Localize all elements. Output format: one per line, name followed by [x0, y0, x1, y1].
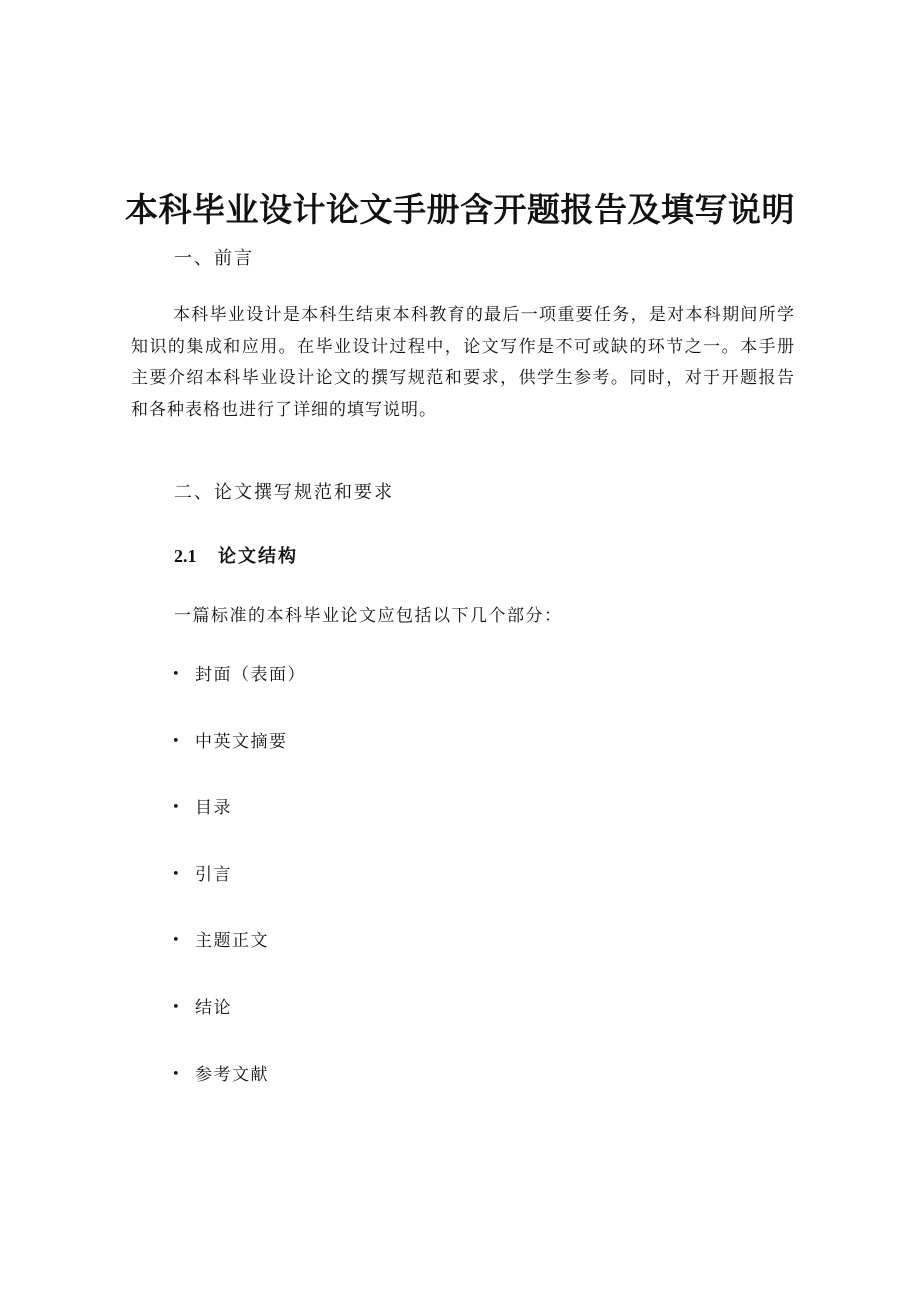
list-item — [172, 727, 306, 794]
list-item — [172, 1060, 306, 1127]
document-title: 本科毕业设计论文手册含开题报告及填写说明 — [125, 190, 795, 229]
structure-intro: 一篇标准的本科毕业论文应包括以下几个部分： — [174, 606, 563, 626]
list-item — [172, 993, 306, 1060]
list-item-label: 结论 — [195, 997, 232, 1018]
subsection-title: 论文结构 — [218, 546, 298, 567]
list-item — [172, 860, 306, 927]
list-item-label: 中英文摘要 — [195, 731, 288, 752]
subsection-heading — [174, 543, 298, 570]
bullet-icon: • — [172, 800, 182, 816]
subsection-number: 2.1 — [174, 546, 197, 566]
section-heading-preface: 一、前言 — [174, 248, 254, 269]
bullet-icon: • — [172, 1066, 182, 1082]
bullet-icon: • — [172, 667, 182, 682]
preface-paragraph: 本科毕业设计是本科生结束本科教育的最后一项重要任务，是对本科期间所学知识的集成和应用。在毕业设计过程中，论文写作是不可或缺的环节之一。本手册主要介绍本科毕业设计论文的撰写规范和要求，供学生参考。同时，对于开题报告和各种表格也进行了详细的填写说明。 — [131, 305, 795, 420]
list-item-label: 参考文献 — [195, 1064, 269, 1085]
bullet-icon: • — [172, 999, 182, 1015]
section-heading-requirements: 二、论文撰写规范和要求 — [174, 482, 394, 503]
list-item-label: 主题正文 — [195, 931, 269, 952]
bullet-icon: • — [172, 933, 182, 949]
list-item-label: 封面（表面） — [195, 665, 306, 685]
list-item-label: 目录 — [195, 798, 232, 819]
list-item — [172, 793, 306, 860]
list-item-label: 引言 — [195, 864, 232, 885]
structure-list — [172, 660, 306, 1126]
bullet-icon: • — [172, 866, 182, 882]
list-item — [172, 660, 306, 727]
bullet-icon: • — [172, 733, 182, 749]
list-item — [172, 926, 306, 993]
